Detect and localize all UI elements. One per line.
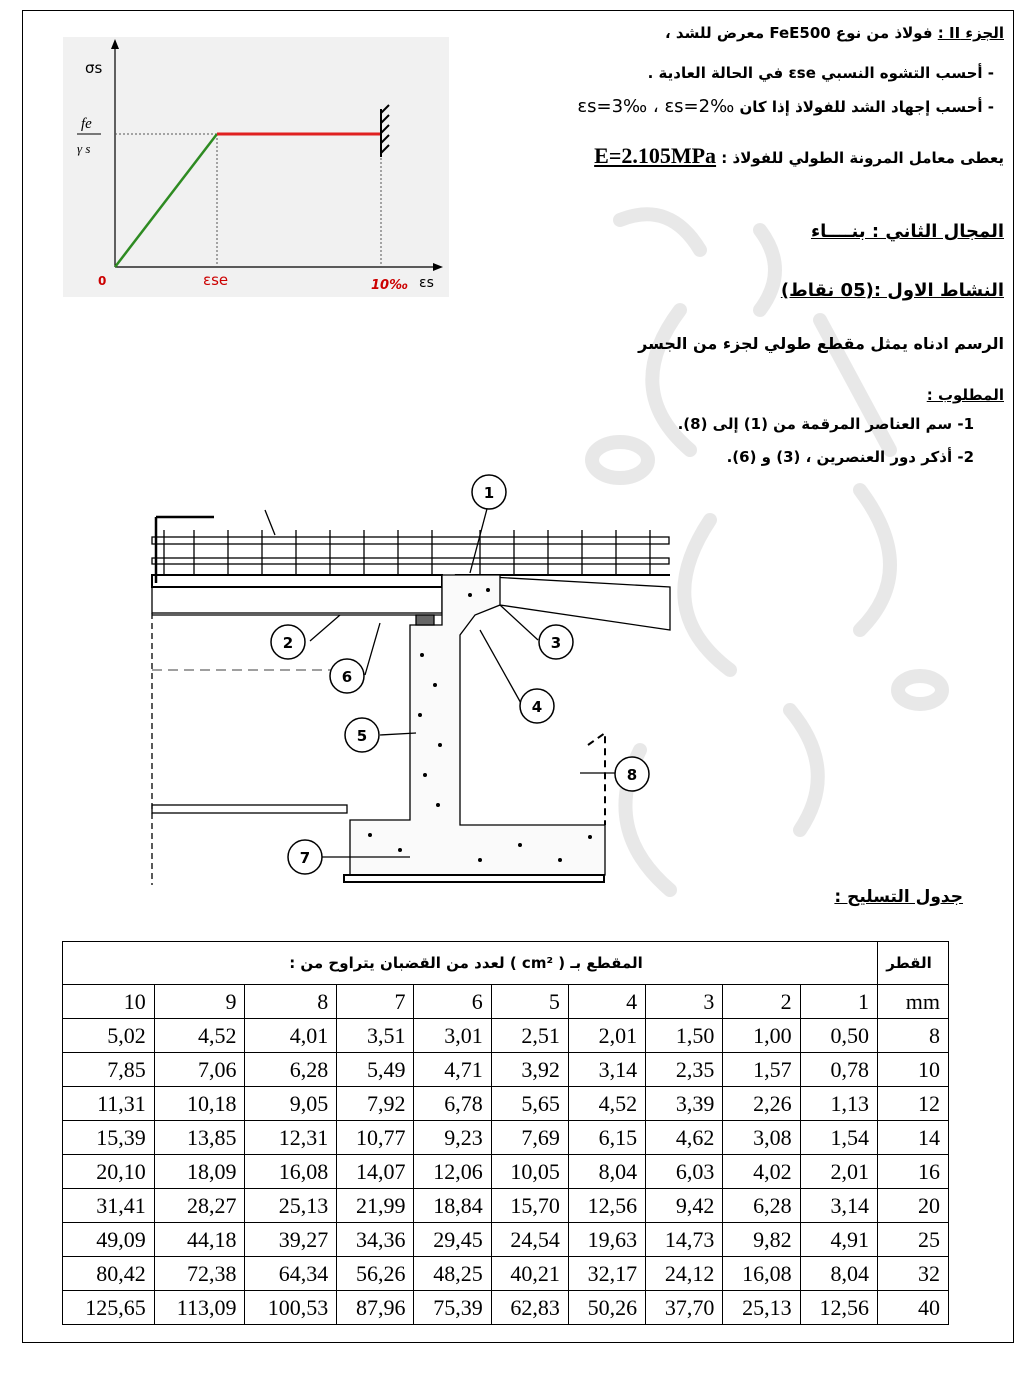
area-cell: 2,51 bbox=[491, 1019, 568, 1053]
footing-base bbox=[344, 875, 604, 882]
area-cell: 16,08 bbox=[723, 1257, 800, 1291]
area-cell: 5,02 bbox=[63, 1019, 155, 1053]
area-cell: 13,85 bbox=[154, 1121, 245, 1155]
svg-text:2: 2 bbox=[282, 634, 294, 652]
area-cell: 25,13 bbox=[245, 1189, 337, 1223]
area-cell: 72,38 bbox=[154, 1257, 245, 1291]
diameter-cell: 12 bbox=[878, 1087, 949, 1121]
area-cell: 32,17 bbox=[568, 1257, 645, 1291]
handrail-mid bbox=[152, 558, 669, 564]
area-cell: 75,39 bbox=[414, 1291, 491, 1325]
area-cell: 1,13 bbox=[800, 1087, 877, 1121]
callout-5 bbox=[345, 718, 379, 752]
area-cell: 40,21 bbox=[491, 1257, 568, 1291]
count-cell: 2 bbox=[723, 985, 800, 1019]
area-cell: 16,08 bbox=[245, 1155, 337, 1189]
count-cell: 3 bbox=[646, 985, 723, 1019]
area-cell: 100,53 bbox=[245, 1291, 337, 1325]
task-2: 2- أذكر دور العنصرين ، (3) و (6). bbox=[726, 448, 974, 466]
modulus-value: E=2.105MPa bbox=[594, 143, 717, 168]
ese-tick-label: εse bbox=[203, 271, 229, 289]
callout-8 bbox=[615, 757, 649, 791]
area-cell: 24,12 bbox=[646, 1257, 723, 1291]
area-cell: 3,92 bbox=[491, 1053, 568, 1087]
svg-text:8: 8 bbox=[626, 766, 638, 784]
reinforcement-table bbox=[62, 941, 949, 1325]
domain2-title: المجال الثاني : بنــــاء bbox=[810, 221, 1004, 242]
area-cell: 6,78 bbox=[414, 1087, 491, 1121]
area-cell: 2,01 bbox=[800, 1155, 877, 1189]
area-cell: 29,45 bbox=[414, 1223, 491, 1257]
area-cell: 1,57 bbox=[723, 1053, 800, 1087]
task-1: 1- سم العناصر المرقمة من (1) إلى (8). bbox=[677, 415, 974, 433]
part2-heading bbox=[665, 24, 1004, 42]
area-cell: 9,05 bbox=[245, 1087, 337, 1121]
area-cell: 4,52 bbox=[568, 1087, 645, 1121]
callout-3 bbox=[539, 625, 573, 659]
area-cell: 0,50 bbox=[800, 1019, 877, 1053]
area-cell: 10,05 bbox=[491, 1155, 568, 1189]
diameter-cell: 32 bbox=[878, 1257, 949, 1291]
area-cell: 4,52 bbox=[154, 1019, 245, 1053]
diameter-cell: 40 bbox=[878, 1291, 949, 1325]
area-cell: 62,83 bbox=[491, 1291, 568, 1325]
area-cell: 49,09 bbox=[63, 1223, 155, 1257]
area-cell: 15,70 bbox=[491, 1189, 568, 1223]
area-cell: 6,15 bbox=[568, 1121, 645, 1155]
area-cell: 21,99 bbox=[337, 1189, 414, 1223]
area-cell: 50,26 bbox=[568, 1291, 645, 1325]
table-row bbox=[63, 1291, 949, 1325]
leader-6 bbox=[365, 623, 380, 675]
count-cell: 5 bbox=[491, 985, 568, 1019]
svg-text:4: 4 bbox=[531, 698, 543, 716]
unit-cell: mm bbox=[878, 985, 949, 1019]
diameter-cell: 10 bbox=[878, 1053, 949, 1087]
bearing-pad bbox=[416, 615, 434, 625]
table-count-row bbox=[63, 985, 949, 1019]
callout-4 bbox=[520, 689, 554, 723]
table-row bbox=[63, 1019, 949, 1053]
y-axis-label: σs bbox=[85, 59, 103, 77]
area-cell: 10,77 bbox=[337, 1121, 414, 1155]
wing-wall bbox=[588, 733, 605, 825]
area-cell: 6,28 bbox=[245, 1053, 337, 1087]
area-cell: 3,51 bbox=[337, 1019, 414, 1053]
area-cell: 4,02 bbox=[723, 1155, 800, 1189]
diameter-cell: 14 bbox=[878, 1121, 949, 1155]
ten-tick-label: 10‰ bbox=[371, 278, 408, 293]
diameter-cell: 16 bbox=[878, 1155, 949, 1189]
area-cell: 0,78 bbox=[800, 1053, 877, 1087]
count-cell: 6 bbox=[414, 985, 491, 1019]
svg-text:3: 3 bbox=[550, 634, 562, 652]
part2-title: الجزء II : bbox=[937, 24, 1004, 42]
table-header-diameter: القطر bbox=[878, 942, 949, 985]
area-cell: 4,01 bbox=[245, 1019, 337, 1053]
modulus-text: يعطى معامل المرونة الطولي للفولاذ : bbox=[721, 149, 1004, 167]
count-cell: 7 bbox=[337, 985, 414, 1019]
area-cell: 37,70 bbox=[646, 1291, 723, 1325]
area-cell: 7,06 bbox=[154, 1053, 245, 1087]
count-cell: 4 bbox=[568, 985, 645, 1019]
part2-question-1: - أحسب التشوه النسبي εse في الحالة العادية . bbox=[647, 64, 994, 82]
diameter-cell: 8 bbox=[878, 1019, 949, 1053]
table-row bbox=[63, 1189, 949, 1223]
area-cell: 6,28 bbox=[723, 1189, 800, 1223]
activity-description: الرسم ادناه يمثل مقطع طولي لجزء من الجسر bbox=[638, 334, 1004, 353]
q2-values: εs=3‰ ، εs=2‰ bbox=[577, 96, 735, 117]
elastic-segment bbox=[115, 134, 217, 267]
area-cell: 7,69 bbox=[491, 1121, 568, 1155]
area-cell: 64,34 bbox=[245, 1257, 337, 1291]
area-cell: 15,39 bbox=[63, 1121, 155, 1155]
required-label: المطلوب : bbox=[926, 386, 1004, 404]
table-title: جدول التسليح : bbox=[834, 887, 963, 907]
area-cell: 44,18 bbox=[154, 1223, 245, 1257]
area-cell: 31,41 bbox=[63, 1189, 155, 1223]
area-cell: 14,07 bbox=[337, 1155, 414, 1189]
leader-2 bbox=[310, 615, 340, 641]
area-cell: 1,54 bbox=[800, 1121, 877, 1155]
area-cell: 48,25 bbox=[414, 1257, 491, 1291]
origin-label: 0 bbox=[98, 274, 107, 288]
handrail-top bbox=[152, 537, 669, 544]
area-cell: 7,92 bbox=[337, 1087, 414, 1121]
area-cell: 3,39 bbox=[646, 1087, 723, 1121]
area-cell: 113,09 bbox=[154, 1291, 245, 1325]
area-cell: 18,09 bbox=[154, 1155, 245, 1189]
area-cell: 4,91 bbox=[800, 1223, 877, 1257]
svg-text:6: 6 bbox=[341, 668, 353, 686]
area-cell: 4,62 bbox=[646, 1121, 723, 1155]
area-cell: 12,31 bbox=[245, 1121, 337, 1155]
area-cell: 39,27 bbox=[245, 1223, 337, 1257]
table-header-title: المقطع بـ ( cm² ) لعدد من القضبان يتراوح من : bbox=[63, 942, 878, 985]
y-axis-arrow bbox=[111, 39, 119, 49]
area-cell: 3,14 bbox=[800, 1189, 877, 1223]
area-cell: 5,49 bbox=[337, 1053, 414, 1087]
gamma-label: γ s bbox=[77, 141, 91, 156]
fe-label: fe bbox=[81, 116, 92, 132]
count-cell: 9 bbox=[154, 985, 245, 1019]
area-cell: 9,23 bbox=[414, 1121, 491, 1155]
callout-6 bbox=[330, 659, 364, 693]
q2-prefix: - أحسب إجهاد الشد للفولاذ إذا كان bbox=[739, 98, 994, 116]
x-axis-label: εs bbox=[419, 275, 434, 291]
part2-line1: فولاذ من نوع FeE500 معرض للشد ، bbox=[665, 24, 933, 42]
count-cell: 8 bbox=[245, 985, 337, 1019]
beam-left bbox=[152, 587, 442, 613]
callout-2 bbox=[271, 625, 305, 659]
area-cell: 1,50 bbox=[646, 1019, 723, 1053]
fixed-support-icon bbox=[381, 105, 389, 157]
area-cell: 10,18 bbox=[154, 1087, 245, 1121]
table-row bbox=[63, 1155, 949, 1189]
area-cell: 8,04 bbox=[800, 1257, 877, 1291]
area-cell: 11,31 bbox=[63, 1087, 155, 1121]
chart-svg bbox=[63, 37, 449, 297]
table-row bbox=[63, 1223, 949, 1257]
area-cell: 3,14 bbox=[568, 1053, 645, 1087]
diameter-cell: 20 bbox=[878, 1189, 949, 1223]
leader-1 bbox=[470, 505, 488, 573]
area-cell: 6,03 bbox=[646, 1155, 723, 1189]
table-row bbox=[63, 1257, 949, 1291]
activity-title: النشاط الاول :(05 نقاط) bbox=[780, 280, 1004, 301]
callout-7 bbox=[288, 840, 322, 874]
area-cell: 8,04 bbox=[568, 1155, 645, 1189]
area-cell: 3,01 bbox=[414, 1019, 491, 1053]
table-row bbox=[63, 1053, 949, 1087]
area-cell: 28,27 bbox=[154, 1189, 245, 1223]
area-cell: 3,08 bbox=[723, 1121, 800, 1155]
table-header-row bbox=[63, 942, 949, 985]
area-cell: 34,36 bbox=[337, 1223, 414, 1257]
area-cell: 2,26 bbox=[723, 1087, 800, 1121]
area-cell: 9,42 bbox=[646, 1189, 723, 1223]
area-cell: 125,65 bbox=[63, 1291, 155, 1325]
stress-strain-chart bbox=[63, 37, 449, 297]
area-cell: 14,73 bbox=[646, 1223, 723, 1257]
area-cell: 2,01 bbox=[568, 1019, 645, 1053]
diameter-cell: 25 bbox=[878, 1223, 949, 1257]
area-cell: 2,35 bbox=[646, 1053, 723, 1087]
svg-text:5: 5 bbox=[356, 727, 368, 745]
area-cell: 24,54 bbox=[491, 1223, 568, 1257]
x-axis-arrow bbox=[433, 263, 443, 271]
lower-beam bbox=[152, 805, 347, 813]
area-cell: 25,13 bbox=[723, 1291, 800, 1325]
area-cell: 20,10 bbox=[63, 1155, 155, 1189]
area-cell: 12,06 bbox=[414, 1155, 491, 1189]
count-cell: 10 bbox=[63, 985, 155, 1019]
leader-4 bbox=[480, 630, 522, 705]
area-cell: 87,96 bbox=[337, 1291, 414, 1325]
bridge-section-diagram bbox=[60, 465, 680, 885]
svg-text:1: 1 bbox=[483, 484, 495, 502]
area-cell: 1,00 bbox=[723, 1019, 800, 1053]
area-cell: 80,42 bbox=[63, 1257, 155, 1291]
area-cell: 12,56 bbox=[800, 1291, 877, 1325]
area-cell: 9,82 bbox=[723, 1223, 800, 1257]
area-cell: 5,65 bbox=[491, 1087, 568, 1121]
abutment-wall bbox=[350, 575, 605, 875]
part2-question-2 bbox=[577, 96, 994, 117]
modulus-line bbox=[594, 143, 1004, 169]
deck-slab-left bbox=[152, 575, 442, 587]
area-cell: 4,71 bbox=[414, 1053, 491, 1087]
count-cell: 1 bbox=[800, 985, 877, 1019]
area-cell: 12,56 bbox=[568, 1189, 645, 1223]
area-cell: 18,84 bbox=[414, 1189, 491, 1223]
svg-text:7: 7 bbox=[299, 849, 311, 867]
table-row bbox=[63, 1121, 949, 1155]
callout-1 bbox=[472, 475, 506, 509]
area-cell: 7,85 bbox=[63, 1053, 155, 1087]
area-cell: 19,63 bbox=[568, 1223, 645, 1257]
table-row bbox=[63, 1087, 949, 1121]
area-cell: 56,26 bbox=[337, 1257, 414, 1291]
